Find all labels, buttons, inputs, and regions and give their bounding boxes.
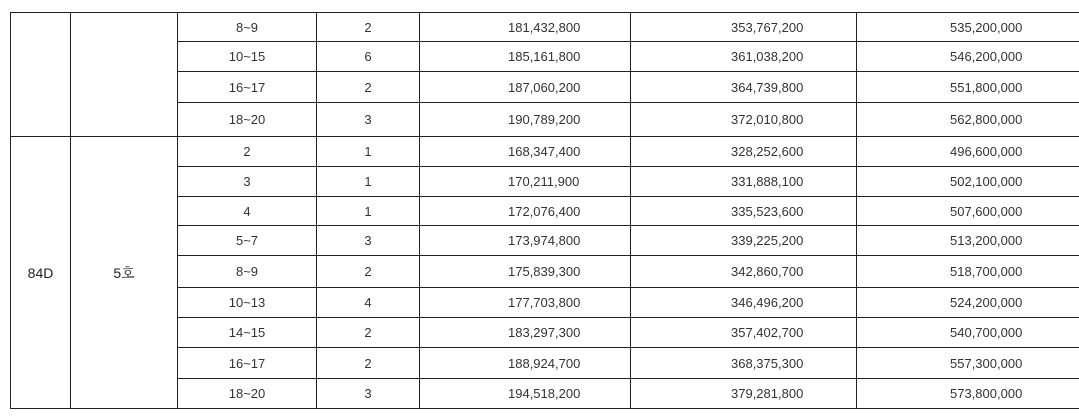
price-cell-3: 496,600,000 bbox=[857, 137, 1079, 167]
price-cell-1: 194,518,200 bbox=[420, 379, 631, 409]
unit-count-cell: 1 bbox=[317, 197, 420, 226]
floor-cell: 8~9 bbox=[178, 13, 317, 42]
price-cell-1: 173,974,800 bbox=[420, 226, 631, 256]
price-cell-2: 335,523,600 bbox=[631, 197, 857, 226]
unit-count-cell: 1 bbox=[317, 167, 420, 197]
floor-cell: 14~15 bbox=[178, 318, 317, 348]
price-cell-3: 573,800,000 bbox=[857, 379, 1079, 409]
price-cell-2: 368,375,300 bbox=[631, 348, 857, 379]
price-cell-3: 518,700,000 bbox=[857, 256, 1079, 288]
price-cell-3: 562,800,000 bbox=[857, 103, 1079, 137]
unit-count-cell: 2 bbox=[317, 13, 420, 42]
floor-cell: 3 bbox=[178, 167, 317, 197]
unit-count-cell: 6 bbox=[317, 42, 420, 72]
housing-type-cell: 84D bbox=[11, 137, 71, 409]
floor-cell: 10~13 bbox=[178, 288, 317, 318]
price-cell-1: 185,161,800 bbox=[420, 42, 631, 72]
unit-count-cell: 2 bbox=[317, 256, 420, 288]
price-cell-1: 170,211,900 bbox=[420, 167, 631, 197]
price-cell-3: 535,200,000 bbox=[857, 13, 1079, 42]
price-cell-1: 177,703,800 bbox=[420, 288, 631, 318]
unit-line-cell bbox=[71, 13, 178, 137]
price-cell-3: 546,200,000 bbox=[857, 42, 1079, 72]
floor-cell: 8~9 bbox=[178, 256, 317, 288]
price-cell-2: 353,767,200 bbox=[631, 13, 857, 42]
price-table-body bbox=[11, 13, 1079, 409]
price-cell-1: 190,789,200 bbox=[420, 103, 631, 137]
floor-cell: 16~17 bbox=[178, 72, 317, 103]
unit-count-cell: 2 bbox=[317, 348, 420, 379]
price-cell-1: 168,347,400 bbox=[420, 137, 631, 167]
price-cell-2: 372,010,800 bbox=[631, 103, 857, 137]
unit-count-cell: 3 bbox=[317, 226, 420, 256]
price-cell-1: 187,060,200 bbox=[420, 72, 631, 103]
unit-line-cell: 5호 bbox=[71, 137, 178, 409]
price-cell-2: 361,038,200 bbox=[631, 42, 857, 72]
price-cell-1: 188,924,700 bbox=[420, 348, 631, 379]
table-row bbox=[11, 13, 1079, 42]
price-cell-2: 342,860,700 bbox=[631, 256, 857, 288]
floor-cell: 10~15 bbox=[178, 42, 317, 72]
price-cell-2: 364,739,800 bbox=[631, 72, 857, 103]
floor-cell: 2 bbox=[178, 137, 317, 167]
price-cell-2: 331,888,100 bbox=[631, 167, 857, 197]
price-cell-1: 175,839,300 bbox=[420, 256, 631, 288]
price-cell-2: 346,496,200 bbox=[631, 288, 857, 318]
housing-type-cell bbox=[11, 13, 71, 137]
unit-count-cell: 2 bbox=[317, 72, 420, 103]
price-cell-3: 540,700,000 bbox=[857, 318, 1079, 348]
price-cell-1: 181,432,800 bbox=[420, 13, 631, 42]
table-row bbox=[11, 137, 1079, 167]
price-cell-2: 328,252,600 bbox=[631, 137, 857, 167]
price-cell-2: 379,281,800 bbox=[631, 379, 857, 409]
price-cell-3: 513,200,000 bbox=[857, 226, 1079, 256]
floor-cell: 16~17 bbox=[178, 348, 317, 379]
unit-count-cell: 4 bbox=[317, 288, 420, 318]
unit-count-cell: 2 bbox=[317, 318, 420, 348]
price-cell-3: 502,100,000 bbox=[857, 167, 1079, 197]
price-cell-3: 524,200,000 bbox=[857, 288, 1079, 318]
price-table bbox=[10, 12, 1079, 409]
floor-cell: 18~20 bbox=[178, 379, 317, 409]
price-cell-1: 183,297,300 bbox=[420, 318, 631, 348]
floor-cell: 18~20 bbox=[178, 103, 317, 137]
price-cell-3: 551,800,000 bbox=[857, 72, 1079, 103]
price-cell-1: 172,076,400 bbox=[420, 197, 631, 226]
price-cell-2: 339,225,200 bbox=[631, 226, 857, 256]
floor-cell: 5~7 bbox=[178, 226, 317, 256]
unit-count-cell: 3 bbox=[317, 379, 420, 409]
unit-count-cell: 3 bbox=[317, 103, 420, 137]
price-cell-3: 557,300,000 bbox=[857, 348, 1079, 379]
price-cell-3: 507,600,000 bbox=[857, 197, 1079, 226]
floor-cell: 4 bbox=[178, 197, 317, 226]
price-cell-2: 357,402,700 bbox=[631, 318, 857, 348]
unit-count-cell: 1 bbox=[317, 137, 420, 167]
